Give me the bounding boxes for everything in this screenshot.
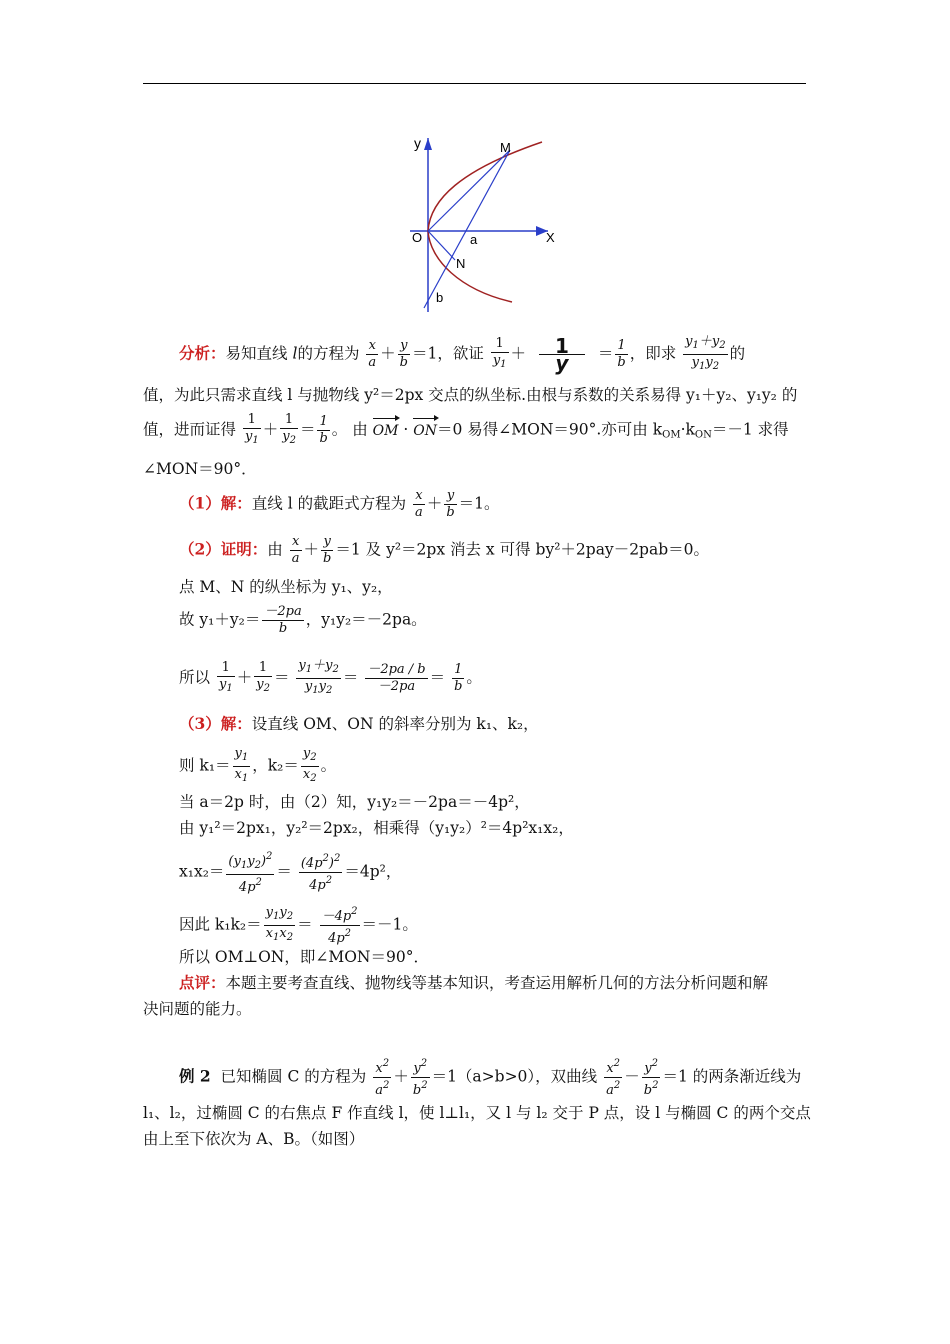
- part2-line-2: 点 M、N 的纵坐标为 y₁、y₂，: [179, 578, 393, 596]
- parabola-upper: [428, 142, 542, 231]
- analysis-line-4: ∠MON＝90°．: [143, 460, 257, 478]
- part2-line-3: 故 y₁＋y₂＝ $\frac{-2pa}{b}$ ，y₁y₂＝－2pa。: [179, 604, 427, 636]
- part3-line-6: 因此 k₁k₂＝ $\frac{y_1y_2}{x_1x_2}$ ＝ $\frac{-4p^2}{4p^2}$ ＝－1。: [179, 905, 418, 946]
- line-on: [428, 231, 455, 260]
- line-om: [428, 150, 510, 231]
- comment-line-2: 决问题的能力。: [143, 1000, 252, 1018]
- label-b: b: [436, 290, 444, 305]
- part2-line-1: （2）证明：由 $\frac{x}{a}$ ＋ $\frac{y}{b}$ ＝1 及 y²＝2px 消去 x 可得 by²＋2pay－2pab＝0。: [179, 534, 710, 566]
- part2-line-4: 所以 $\frac{1}{y_1}$ ＋ $\frac{1}{y_2}$ ＝ $\frac{y_1+y_2}{y_1y_2}$ ＝ $\frac{-2pa / b}{-2pa}$ ＝ $\frac{1}{b}$ 。: [179, 658, 482, 696]
- label-y: y: [414, 135, 421, 151]
- analysis-line-2: 值，为此只需求直线 l 与抛物线 y²＝2px 交点的纵坐标.由根与系数的关系易得 y₁＋y₂、y₁y₂ 的: [143, 386, 798, 404]
- example2-line-2: l₁、l₂，过椭圆 C 的右焦点 F 作直线 l，使 l⊥l₁，又 l 与 l₂ 交于 P 点，设 l 与椭圆 C 的两个交点: [143, 1104, 811, 1122]
- label-n: N: [456, 256, 466, 271]
- analysis-line-3: 值，进而证得 $\frac{1}{y_1}$ ＋ $\frac{1}{y_2}$ ＝ $\frac{1}{b}$ 。 由 OM · ON＝0 易得∠MON＝90°.亦可由 $k_{OM}\cdot k_{ON}=-1$ 求得: [143, 412, 789, 446]
- label-x: X: [546, 230, 555, 245]
- label-o: O: [412, 230, 423, 245]
- label-m: M: [500, 140, 511, 155]
- part3-line-1: （3）解：设直线 OM、ON 的斜率分别为 k₁、k₂，: [179, 714, 539, 733]
- part1-line: （1）解：直线 l 的截距式方程为 $\frac{x}{a}$ ＋ $\frac{y}{b}$ ＝1。: [179, 488, 500, 520]
- part3-line-3: 当 a＝2p 时，由（2）知，y₁y₂＝－2pa＝－4p²，: [179, 793, 530, 811]
- part3-line-5: x₁x₂＝ $\frac{(y_1y_2)^2}{4p^2}$ ＝ $\frac{(4p^2)^2}{4p^2}$ ＝4p²，: [179, 851, 402, 895]
- example2-line-3: 由上至下依次为 A、B。（如图）: [143, 1130, 365, 1148]
- header-rule: [143, 83, 806, 84]
- y-axis-arrow: [424, 138, 432, 150]
- part3-line-7: 所以 OM⊥ON，即∠MON＝90°．: [179, 948, 429, 966]
- part3-line-2: 则 k₁＝ $\frac{y_1}{x_1}$ ，k₂＝ $\frac{y_2}{x_2}$ 。: [179, 746, 337, 784]
- analysis-line-1: 分析：易知直线 l的方程为 $\frac{x}{a}$ ＋ $\frac{y}{b}$ ＝1，欲证 $\frac{1}{y_1}$ ＋ $\frac{1}{y}$ ＝ $\frac{1}{b}$ ，即求 $\frac{y_1+y_2}{y_1y_2}$ 的: [179, 334, 746, 375]
- example2-line-1: 例 2 已知椭圆 C 的方程为 $\frac{x^2}{a^2}$ ＋ $\frac{y^2}{b^2}$ ＝1（a>b>0），双曲线 $\frac{x^2}{a^2}$ － $\frac{y^2}{b^2}$ ＝1 的两条渐近线为: [179, 1058, 802, 1098]
- part3-line-4: 由 y₁²＝2px₁，y₂²＝2px₂，相乘得（y₁y₂）²＝4p²x₁x₂，: [179, 819, 574, 837]
- comment-line-1: 点评：本题主要考查直线、抛物线等基本知识，考查运用解析几何的方法分析问题和解: [179, 973, 769, 992]
- label-a: a: [470, 232, 478, 247]
- parabola-figure: [400, 130, 560, 315]
